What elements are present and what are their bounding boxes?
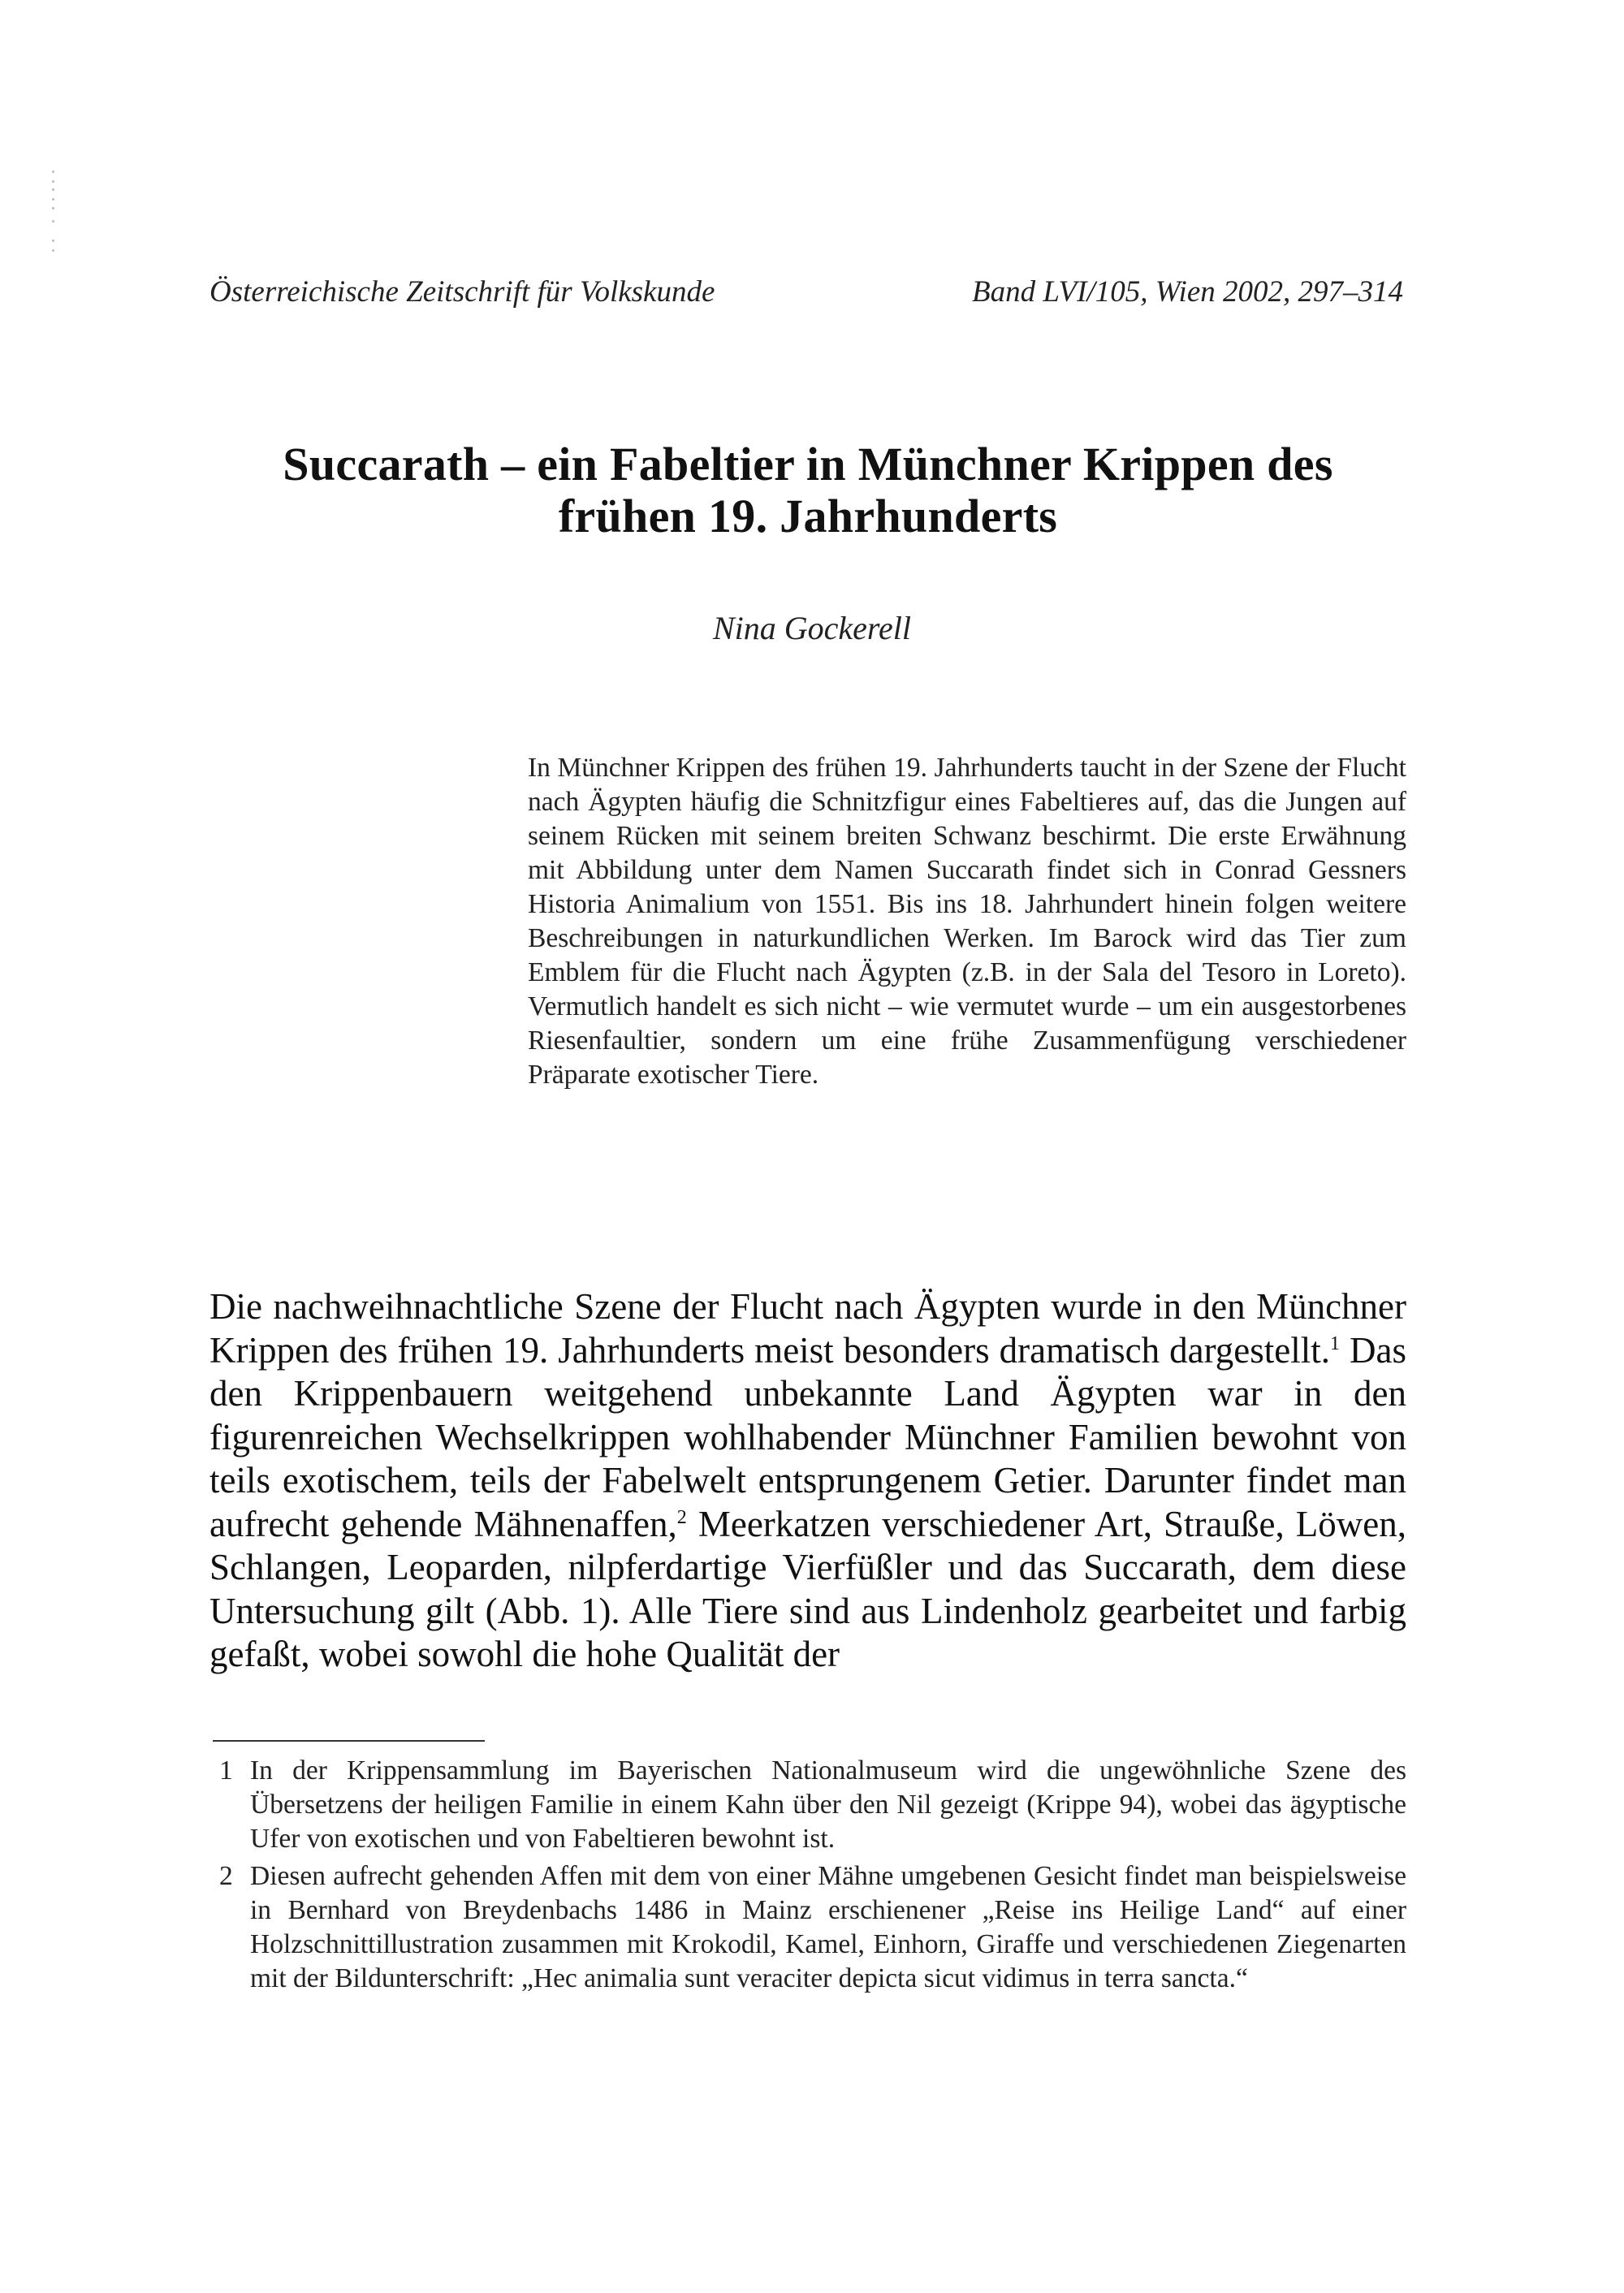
- footnotes: [219, 1754, 1406, 1999]
- footnote-text: In der Krippensammlung im Bayerischen Nationalmuseum wird die ungewöhnliche Szene des Übersetzens der heiligen Familie in einem Kahn über den Nil gezeigt (Krippe 94), wobei das ägyptische Ufer von exotischen und von Fabeltieren bewohnt ist.: [250, 1755, 1406, 1854]
- scan-artifact-dots: [52, 171, 57, 268]
- footnote-2: [219, 1859, 1406, 1996]
- article-author: Nina Gockerell: [712, 610, 911, 646]
- journal-name: Österreichische Zeitschrift für Volkskunde: [209, 275, 715, 309]
- body-text-segment: Die nachweihnachtliche Szene der Flucht nach Ägypten wurde in den Münchner Krippen des frühen 19. Jahrhunderts meist besonders dramatisch dargestellt.: [209, 1286, 1406, 1371]
- body-text-segment: Meerkatzen verschiedener Art, Strauße, Löwen, Schlangen, Leoparden, nilpferdartige Vierfüßler und das Succarath, dem diese Untersuchung gilt (Abb. 1). Alle Tiere sind aus Lindenholz gearbeitet und farbig gefaßt, wobei sowohl die hohe Qualität der: [209, 1503, 1407, 1674]
- article-title: Succarath – ein Fabeltier in Münchner Krippen des frühen 19. Jahrhunderts: [283, 438, 1333, 542]
- body-text-segment: Das den Krippenbauern weitgehend unbekannte Land Ägypten war in den figurenreichen Wechselkrippen wohlhabender Münchner Familien bewohnt von teils exotischem, teils der Fabelwelt entsprungenem Getier. Darunter findet man aufrecht gehende Mähnenaffen,: [209, 1329, 1407, 1544]
- footnote-1: [219, 1754, 1406, 1856]
- footnote-text: Diesen aufrecht gehenden Affen mit dem von einer Mähne umgebenen Gesicht findet man beispielsweise in Bernhard von Breydenbachs 1486 in Mainz erschienener „Reise ins Heilige Land“ auf einer Holzschnittillustration zusammen mit Krokodil, Kamel, Einhorn, Giraffe und verschiedenen Ziegenarten mit der Bildunterschrift: „Hec animalia sunt veraciter depicta sicut vidimus in terra sancta.“: [250, 1861, 1406, 1993]
- footnote-number: 2: [219, 1861, 233, 1891]
- footnote-ref-2[interactable]: 2: [676, 1506, 687, 1528]
- footnote-number: 1: [219, 1755, 233, 1786]
- footnote-ref-1[interactable]: 1: [1330, 1332, 1340, 1354]
- body-paragraph: [209, 1285, 1406, 1677]
- issue-info: Band LVI/105, Wien 2002, 297–314: [972, 275, 1403, 309]
- abstract: In Münchner Krippen des frühen 19. Jahrhunderts taucht in der Szene der Flucht nach Ägypten häufig die Schnitzfigur eines Fabeltieres auf, das die Jungen auf seinem Rücken mit seinem breiten Schwanz beschirmt. Die erste Erwähnung mit Abbildung unter dem Namen Succarath findet sich in Conrad Gessners Historia Animalium von 1551. Bis ins 18. Jahrhundert hinein folgen weitere Beschreibungen in naturkundlichen Werken. Im Barock wird das Tier zum Emblem für die Flucht nach Ägypten (z.B. in der Sala del Tesoro in Loreto). Vermutlich handelt es sich nicht – wie vermutet wurde – um ein ausgestorbenes Riesenfaultier, sondern um eine frühe Zusammenfügung verschiedener Präparate exotischer Tiere.: [528, 753, 1406, 1090]
- running-head: [209, 274, 1403, 315]
- footnote-divider: [213, 1740, 485, 1742]
